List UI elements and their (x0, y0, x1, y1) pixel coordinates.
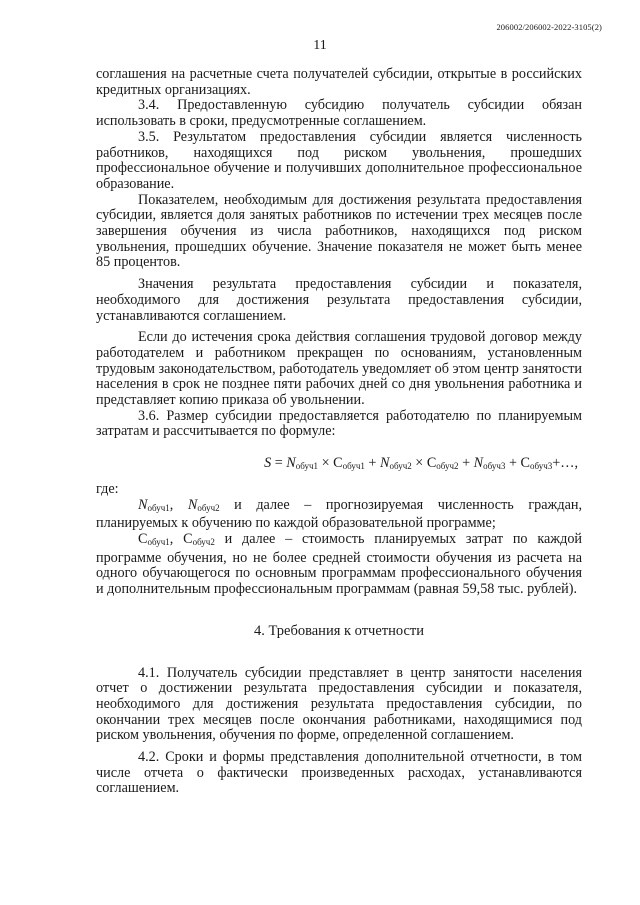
subsidy-formula: $S = N_{обуч1} \times C_{обуч1} + N_{обуч2} \times C_{обуч2} + N_{обуч3}$ + $C_{обуч3}+\dots$, (264, 455, 578, 472)
paragraph-values: Значения результата предоставления субсидии и показателя, необходимого для достижения результата предоставления субсидии, устанавливаются соглашением. (96, 276, 582, 324)
paragraph-4-2: 4.2. Сроки и формы представления дополнительной отчетности, в том числе отчета о фактически произведенных расходах, устанавливаются соглашением. (96, 749, 582, 797)
term-n-definition: $N_{обуч1}$, $N_{обуч2}$ и далее – прогнозируемая численность граждан, планируемых к обучению по каждой образовательной программе; (96, 496, 583, 532)
term-c-definition: $C_{обуч1}$, $C_{обуч2}$ и далее – стоимость планируемых затрат по каждой программе обучения, но не более средней стоимости обучения из расчета на одного обучающегося по основным программам профессионального обучения и дополнительным профессиональным программам (равная 59,58 тыс. рублей). (96, 530, 583, 598)
paragraph-3-6: 3.6. Размер субсидии предоставляется работодателю по планируемым затратам и рассчитывается по формуле: (96, 407, 582, 440)
where-label: где: (96, 480, 119, 497)
page-number: 11 (313, 38, 327, 53)
document-body (96, 67, 582, 797)
paragraph-3-4: 3.4. Предоставленную субсидию получатель субсидии обязан использовать в сроки, предусмотренные соглашением. (96, 97, 582, 130)
paragraph-termination: Если до истечения срока действия соглашения трудовой договор между работодателем и работником прекращен по основаниям, установленным трудовым законодательством, работодатель уведомляет об этом центр занятости населения в срок не позднее пяти рабочих дней со дня увольнения работника и представляет копию приказа об увольнении. (96, 329, 583, 409)
paragraph-3-5: 3.5. Результатом предоставления субсидии является численность работников, находящихся под риском увольнения, прошедших профессиональное обучение и получивших дополнительное профессиональное образование. (96, 128, 582, 192)
paragraph-indicator: Показателем, необходимым для достижения результата предоставления субсидии, является доля занятых работников по истечении трех месяцев после завершения обучения из числа работников, находящихся под риском увольнения, прошедших обучение. Значение показателя не может быть менее 85 процентов. (96, 191, 582, 271)
paragraph-4-1: 4.1. Получатель субсидии представляет в центр занятости населения отчет о достижении результата предоставления субсидии и показателя, необходимого для достижения результата предоставления субсидии, по окончании трех месяцев после окончания работниками, находящимися под риском увольнения, обучения по форме, определенной соглашением. (96, 664, 582, 744)
document-id: 206002/206002-2022-3105(2) (496, 22, 602, 32)
paragraph-continuation: соглашения на расчетные счета получателей субсидии, открытые в российских кредитных организациях. (96, 66, 582, 98)
section-heading: 4. Требования к отчетности (253, 622, 425, 639)
